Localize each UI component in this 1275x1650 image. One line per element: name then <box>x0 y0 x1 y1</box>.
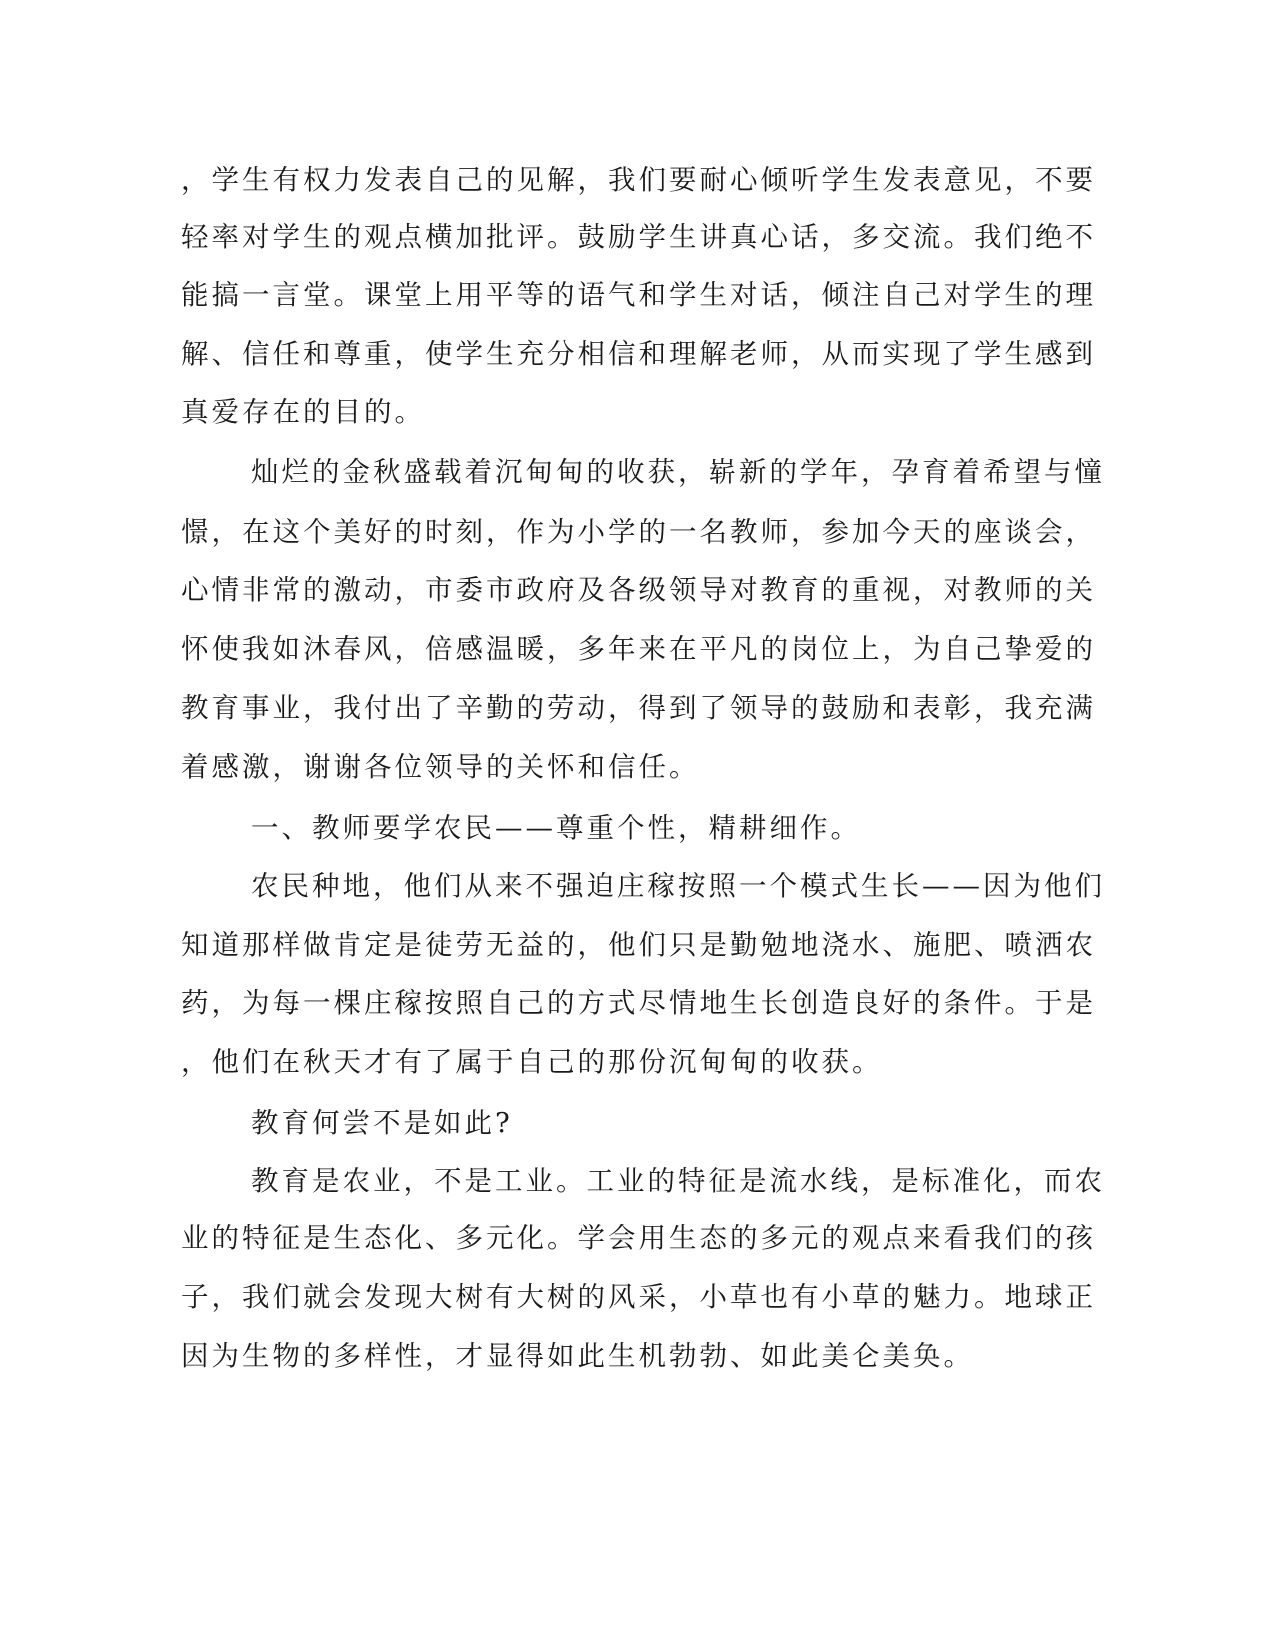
paragraph-2-line-1: 灿烂的金秋盛载着沉甸甸的收获，崭新的学年，孕育着希望与憧 <box>251 456 1105 488</box>
paragraph-4-line-4: ，他们在秋天才有了属于自己的那份沉甸甸的收获。 <box>181 1046 883 1078</box>
paragraph-2-line-2: 憬，在这个美好的时刻，作为小学的一名教师，参加今天的座谈会， <box>181 516 1096 548</box>
paragraph-5-line-1: 教育何尝不是如此? <box>251 1107 513 1139</box>
paragraph-6-line-2: 业的特征是生态化、多元化。学会用生态的多元的观点来看我们的孩 <box>181 1222 1096 1254</box>
paragraph-4-line-2: 知道那样做肯定是徒劳无益的，他们只是勤勉地浇水、施肥、喷洒农 <box>181 929 1096 961</box>
paragraph-4-line-1: 农民种地，他们从来不强迫庄稼按照一个模式生长——因为他们 <box>251 870 1105 902</box>
paragraph-2-line-4: 怀使我如沐春风，倍感温暖，多年来在平凡的岗位上，为自己挚爱的 <box>181 633 1096 665</box>
paragraph-1-line-5: 真爱存在的目的。 <box>181 396 425 428</box>
paragraph-2-line-5: 教育事业，我付出了辛勤的劳动，得到了领导的鼓励和表彰，我充满 <box>181 692 1096 724</box>
paragraph-4-line-3: 药，为每一棵庄稼按照自己的方式尽情地生长创造良好的条件。于是 <box>181 987 1096 1019</box>
paragraph-1-line-2: 轻率对学生的观点横加批评。鼓励学生讲真心话，多交流。我们绝不 <box>181 221 1096 253</box>
paragraph-6-line-1: 教育是农业，不是工业。工业的特征是流水线，是标准化，而农 <box>251 1165 1105 1197</box>
paragraph-1-line-3: 能搞一言堂。课堂上用平等的语气和学生对话，倾注自己对学生的理 <box>181 279 1096 311</box>
paragraph-2-line-3: 心情非常的激动，市委市政府及各级领导对教育的重视，对教师的关 <box>181 574 1096 606</box>
paragraph-1-line-4: 解、信任和尊重，使学生充分相信和理解老师，从而实现了学生感到 <box>181 338 1096 370</box>
paragraph-1-line-1: ，学生有权力发表自己的见解，我们要耐心倾听学生发表意见，不要 <box>181 164 1096 196</box>
paragraph-6-line-4: 因为生物的多样性，才显得如此生机勃勃、如此美仑美奂。 <box>181 1340 974 1372</box>
section-heading-1: 一、教师要学农民——尊重个性，精耕细作。 <box>251 812 861 844</box>
paragraph-2-line-6: 着感激，谢谢各位领导的关怀和信任。 <box>181 751 700 783</box>
paragraph-6-line-3: 子，我们就会发现大树有大树的风采，小草也有小草的魅力。地球正 <box>181 1281 1096 1313</box>
